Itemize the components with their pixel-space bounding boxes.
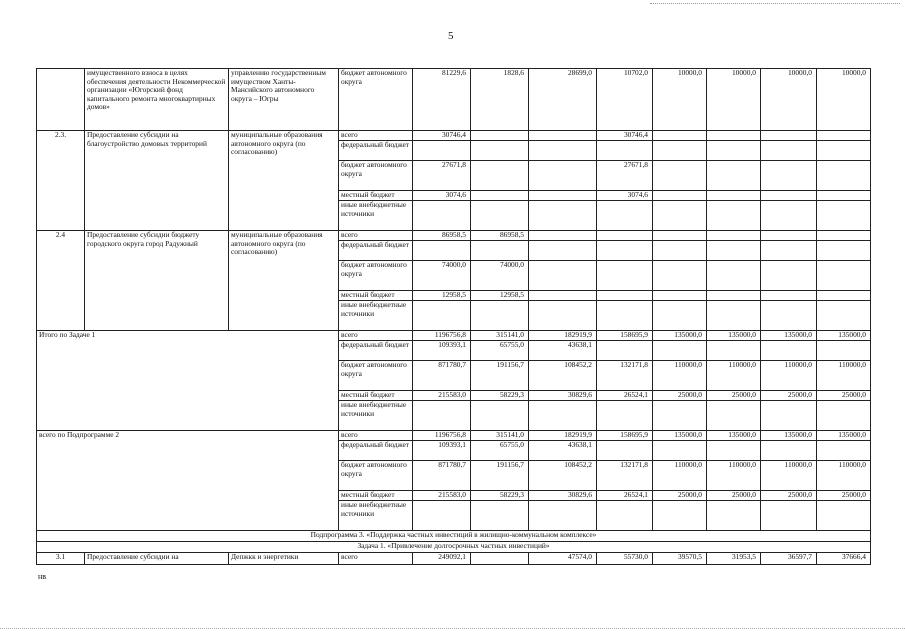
value-cell: 110000,0 <box>817 461 871 491</box>
source-label: местный бюджет <box>339 291 413 301</box>
source-label: федеральный бюджет <box>339 141 413 161</box>
value-cell <box>817 241 871 261</box>
value-cell: 86958,5 <box>471 231 529 241</box>
value-cell: 110000,0 <box>653 461 707 491</box>
source-label: бюджет автономного округа <box>339 361 413 391</box>
value-cell: 110000,0 <box>761 361 817 391</box>
value-cell: 43638,1 <box>529 441 597 461</box>
value-cell <box>761 231 817 241</box>
value-cell: 135000,0 <box>653 431 707 441</box>
value-cell <box>597 341 653 361</box>
value-cell <box>597 241 653 261</box>
value-cell <box>707 441 761 461</box>
value-cell <box>761 141 817 161</box>
value-cell: 191156,7 <box>471 361 529 391</box>
value-cell: 191156,7 <box>471 461 529 491</box>
value-cell <box>761 131 817 141</box>
executor: управлению государственным имуществом Ханты-Мансийского автономного округа – Югры <box>229 69 339 131</box>
source-label: всего <box>339 553 413 565</box>
value-cell <box>817 141 871 161</box>
value-cell: 74000,0 <box>413 261 471 291</box>
value-cell <box>529 401 597 431</box>
value-cell <box>761 501 817 531</box>
row-number <box>37 69 85 131</box>
value-cell: 109393,1 <box>413 441 471 461</box>
value-cell: 10000,0 <box>817 69 871 131</box>
value-cell <box>707 131 761 141</box>
value-cell <box>707 191 761 201</box>
event-name: Предоставление субсидии на <box>85 553 229 565</box>
value-cell <box>653 201 707 231</box>
value-cell <box>817 341 871 361</box>
value-cell <box>597 301 653 331</box>
source-label: федеральный бюджет <box>339 241 413 261</box>
value-cell <box>529 261 597 291</box>
value-cell: 25000,0 <box>653 391 707 401</box>
value-cell <box>471 401 529 431</box>
value-cell: 26524,1 <box>597 391 653 401</box>
value-cell <box>471 141 529 161</box>
value-cell: 31953,5 <box>707 553 761 565</box>
source-label: бюджет автономного округа <box>339 261 413 291</box>
value-cell <box>653 191 707 201</box>
value-cell <box>761 201 817 231</box>
value-cell: 58229,3 <box>471 491 529 501</box>
table-row <box>37 553 871 565</box>
source-label: федеральный бюджет <box>339 341 413 361</box>
value-cell <box>597 291 653 301</box>
value-cell: 158695,9 <box>597 431 653 441</box>
executor: муниципальные образования автономного округа (по согласованию) <box>229 131 339 231</box>
source-label: всего <box>339 431 413 441</box>
value-cell: 215583,0 <box>413 491 471 501</box>
value-cell <box>653 241 707 261</box>
value-cell: 10000,0 <box>707 69 761 131</box>
source-label: местный бюджет <box>339 191 413 201</box>
footer-mark: нв <box>38 572 47 581</box>
value-cell <box>597 141 653 161</box>
value-cell <box>413 141 471 161</box>
value-cell: 25000,0 <box>761 391 817 401</box>
value-cell: 109393,1 <box>413 341 471 361</box>
source-label: всего <box>339 231 413 241</box>
value-cell <box>761 291 817 301</box>
value-cell <box>471 201 529 231</box>
scan-edge-line <box>650 3 900 4</box>
executor: муниципальные образования автономного округа (по согласованию) <box>229 231 339 331</box>
value-cell <box>817 441 871 461</box>
table-row <box>37 231 871 241</box>
value-cell: 158695,9 <box>597 331 653 341</box>
value-cell <box>597 231 653 241</box>
table-row <box>37 531 871 542</box>
value-cell: 108452,2 <box>529 461 597 491</box>
value-cell: 249092,1 <box>413 553 471 565</box>
scan-bottom-line <box>0 628 905 629</box>
value-cell <box>817 401 871 431</box>
value-cell: 65755,0 <box>471 341 529 361</box>
value-cell: 30746,4 <box>413 131 471 141</box>
value-cell: 10702,0 <box>597 69 653 131</box>
value-cell: 36597,7 <box>761 553 817 565</box>
value-cell <box>597 401 653 431</box>
value-cell <box>653 231 707 241</box>
table-row <box>37 331 871 341</box>
value-cell <box>653 161 707 191</box>
value-cell: 30829,6 <box>529 491 597 501</box>
value-cell <box>529 301 597 331</box>
source-label: иные внебюджетные источники <box>339 201 413 231</box>
value-cell: 74000,0 <box>471 261 529 291</box>
value-cell <box>471 131 529 141</box>
value-cell <box>413 301 471 331</box>
value-cell: 110000,0 <box>817 361 871 391</box>
value-cell: 55730,0 <box>597 553 653 565</box>
value-cell: 81229,6 <box>413 69 471 131</box>
value-cell <box>529 201 597 231</box>
value-cell: 3074,6 <box>597 191 653 201</box>
value-cell: 12958,5 <box>413 291 471 301</box>
value-cell <box>413 401 471 431</box>
value-cell <box>761 191 817 201</box>
value-cell <box>597 441 653 461</box>
table-row <box>37 69 871 131</box>
value-cell <box>413 501 471 531</box>
source-label: бюджет автономного округа <box>339 461 413 491</box>
value-cell <box>597 501 653 531</box>
source-label: всего <box>339 331 413 341</box>
value-cell: 135000,0 <box>761 331 817 341</box>
value-cell <box>817 501 871 531</box>
value-cell <box>529 131 597 141</box>
page-number: 5 <box>448 30 454 42</box>
value-cell: 27671,8 <box>597 161 653 191</box>
value-cell <box>761 301 817 331</box>
value-cell <box>707 261 761 291</box>
value-cell <box>529 161 597 191</box>
value-cell <box>471 553 529 565</box>
value-cell: 27671,8 <box>413 161 471 191</box>
value-cell <box>471 161 529 191</box>
value-cell <box>761 441 817 461</box>
value-cell: 12958,5 <box>471 291 529 301</box>
value-cell <box>761 161 817 191</box>
value-cell <box>653 131 707 141</box>
value-cell <box>817 191 871 201</box>
value-cell <box>471 191 529 201</box>
table-row <box>37 542 871 553</box>
value-cell <box>817 161 871 191</box>
value-cell <box>707 201 761 231</box>
value-cell: 182919,9 <box>529 431 597 441</box>
value-cell: 25000,0 <box>707 391 761 401</box>
executor: Депжкк и энергетики <box>229 553 339 565</box>
value-cell: 3074,6 <box>413 191 471 201</box>
value-cell <box>707 301 761 331</box>
value-cell: 110000,0 <box>653 361 707 391</box>
value-cell: 1196756,8 <box>413 431 471 441</box>
value-cell: 315141,0 <box>471 331 529 341</box>
value-cell: 26524,1 <box>597 491 653 501</box>
value-cell <box>761 341 817 361</box>
value-cell <box>653 341 707 361</box>
value-cell <box>529 191 597 201</box>
value-cell: 65755,0 <box>471 441 529 461</box>
value-cell <box>817 201 871 231</box>
value-cell: 1196756,8 <box>413 331 471 341</box>
task-title: Задача 1. «Привлечение долгосрочных частных инвестиций» <box>37 542 871 553</box>
value-cell: 110000,0 <box>707 361 761 391</box>
value-cell <box>817 301 871 331</box>
value-cell: 25000,0 <box>817 491 871 501</box>
event-name: Предоставление субсидии на благоустройство домовых территорий <box>85 131 229 231</box>
value-cell: 110000,0 <box>707 461 761 491</box>
value-cell <box>761 261 817 291</box>
source-label: местный бюджет <box>339 391 413 401</box>
value-cell <box>413 201 471 231</box>
value-cell <box>597 261 653 291</box>
value-cell: 25000,0 <box>707 491 761 501</box>
total-label: Итого по Задаче 1 <box>37 331 339 431</box>
value-cell <box>707 231 761 241</box>
subprogram-title: Подпрограмма 3. «Поддержка частных инвестиций в жилищно-коммунальном комплексе» <box>37 531 871 542</box>
value-cell <box>653 441 707 461</box>
source-label: иные внебюджетные источники <box>339 501 413 531</box>
total-label: всего по Подпрограмме 2 <box>37 431 339 531</box>
value-cell <box>653 291 707 301</box>
value-cell: 132171,8 <box>597 361 653 391</box>
value-cell: 47574,0 <box>529 553 597 565</box>
value-cell <box>817 291 871 301</box>
value-cell: 1828,6 <box>471 69 529 131</box>
value-cell: 135000,0 <box>817 431 871 441</box>
value-cell <box>653 301 707 331</box>
value-cell <box>761 241 817 261</box>
value-cell: 182919,9 <box>529 331 597 341</box>
value-cell: 871780,7 <box>413 461 471 491</box>
value-cell <box>653 501 707 531</box>
value-cell <box>597 201 653 231</box>
value-cell: 135000,0 <box>761 431 817 441</box>
value-cell: 25000,0 <box>817 391 871 401</box>
row-number: 2.4 <box>37 231 85 331</box>
value-cell: 25000,0 <box>653 491 707 501</box>
value-cell <box>707 161 761 191</box>
value-cell: 871780,7 <box>413 361 471 391</box>
value-cell: 135000,0 <box>707 331 761 341</box>
value-cell: 108452,2 <box>529 361 597 391</box>
value-cell <box>817 231 871 241</box>
value-cell <box>817 261 871 291</box>
value-cell: 135000,0 <box>653 331 707 341</box>
row-number: 2.3. <box>37 131 85 231</box>
value-cell <box>471 501 529 531</box>
value-cell <box>529 141 597 161</box>
value-cell <box>817 131 871 141</box>
value-cell <box>707 401 761 431</box>
value-cell <box>653 141 707 161</box>
value-cell: 37666,4 <box>817 553 871 565</box>
source-label: иные внебюджетные источники <box>339 401 413 431</box>
value-cell <box>471 241 529 261</box>
value-cell <box>529 291 597 301</box>
source-label: бюджет автономного округа <box>339 161 413 191</box>
value-cell: 132171,8 <box>597 461 653 491</box>
value-cell <box>471 301 529 331</box>
value-cell: 315141,0 <box>471 431 529 441</box>
value-cell: 135000,0 <box>817 331 871 341</box>
value-cell <box>707 141 761 161</box>
source-label: бюджет автономного округа <box>339 69 413 131</box>
value-cell <box>653 261 707 291</box>
row-number: 3.1 <box>37 553 85 565</box>
event-name: Предоставление субсидии бюджету городского округа город Радужный <box>85 231 229 331</box>
value-cell: 215583,0 <box>413 391 471 401</box>
value-cell <box>529 231 597 241</box>
value-cell: 28699,0 <box>529 69 597 131</box>
source-label: местный бюджет <box>339 491 413 501</box>
value-cell: 10000,0 <box>653 69 707 131</box>
value-cell <box>529 501 597 531</box>
value-cell <box>707 241 761 261</box>
table-row <box>37 131 871 141</box>
value-cell: 86958,5 <box>413 231 471 241</box>
event-name: имущественного взноса в целях обеспечения деятельности Некоммерческой организации «Югорский фонд капитального ремонта многоквартирных домов» <box>85 69 229 131</box>
value-cell: 58229,3 <box>471 391 529 401</box>
source-label: всего <box>339 131 413 141</box>
source-label: федеральный бюджет <box>339 441 413 461</box>
value-cell <box>761 401 817 431</box>
value-cell <box>707 341 761 361</box>
budget-table <box>36 68 871 565</box>
value-cell: 43638,1 <box>529 341 597 361</box>
source-label: иные внебюджетные источники <box>339 301 413 331</box>
value-cell: 30746,4 <box>597 131 653 141</box>
value-cell: 30829,6 <box>529 391 597 401</box>
value-cell <box>707 291 761 301</box>
value-cell: 25000,0 <box>761 491 817 501</box>
value-cell: 10000,0 <box>761 69 817 131</box>
value-cell <box>413 241 471 261</box>
value-cell: 110000,0 <box>761 461 817 491</box>
value-cell <box>529 241 597 261</box>
value-cell: 135000,0 <box>707 431 761 441</box>
value-cell <box>707 501 761 531</box>
value-cell <box>653 401 707 431</box>
table-row <box>37 431 871 441</box>
value-cell: 39570,5 <box>653 553 707 565</box>
